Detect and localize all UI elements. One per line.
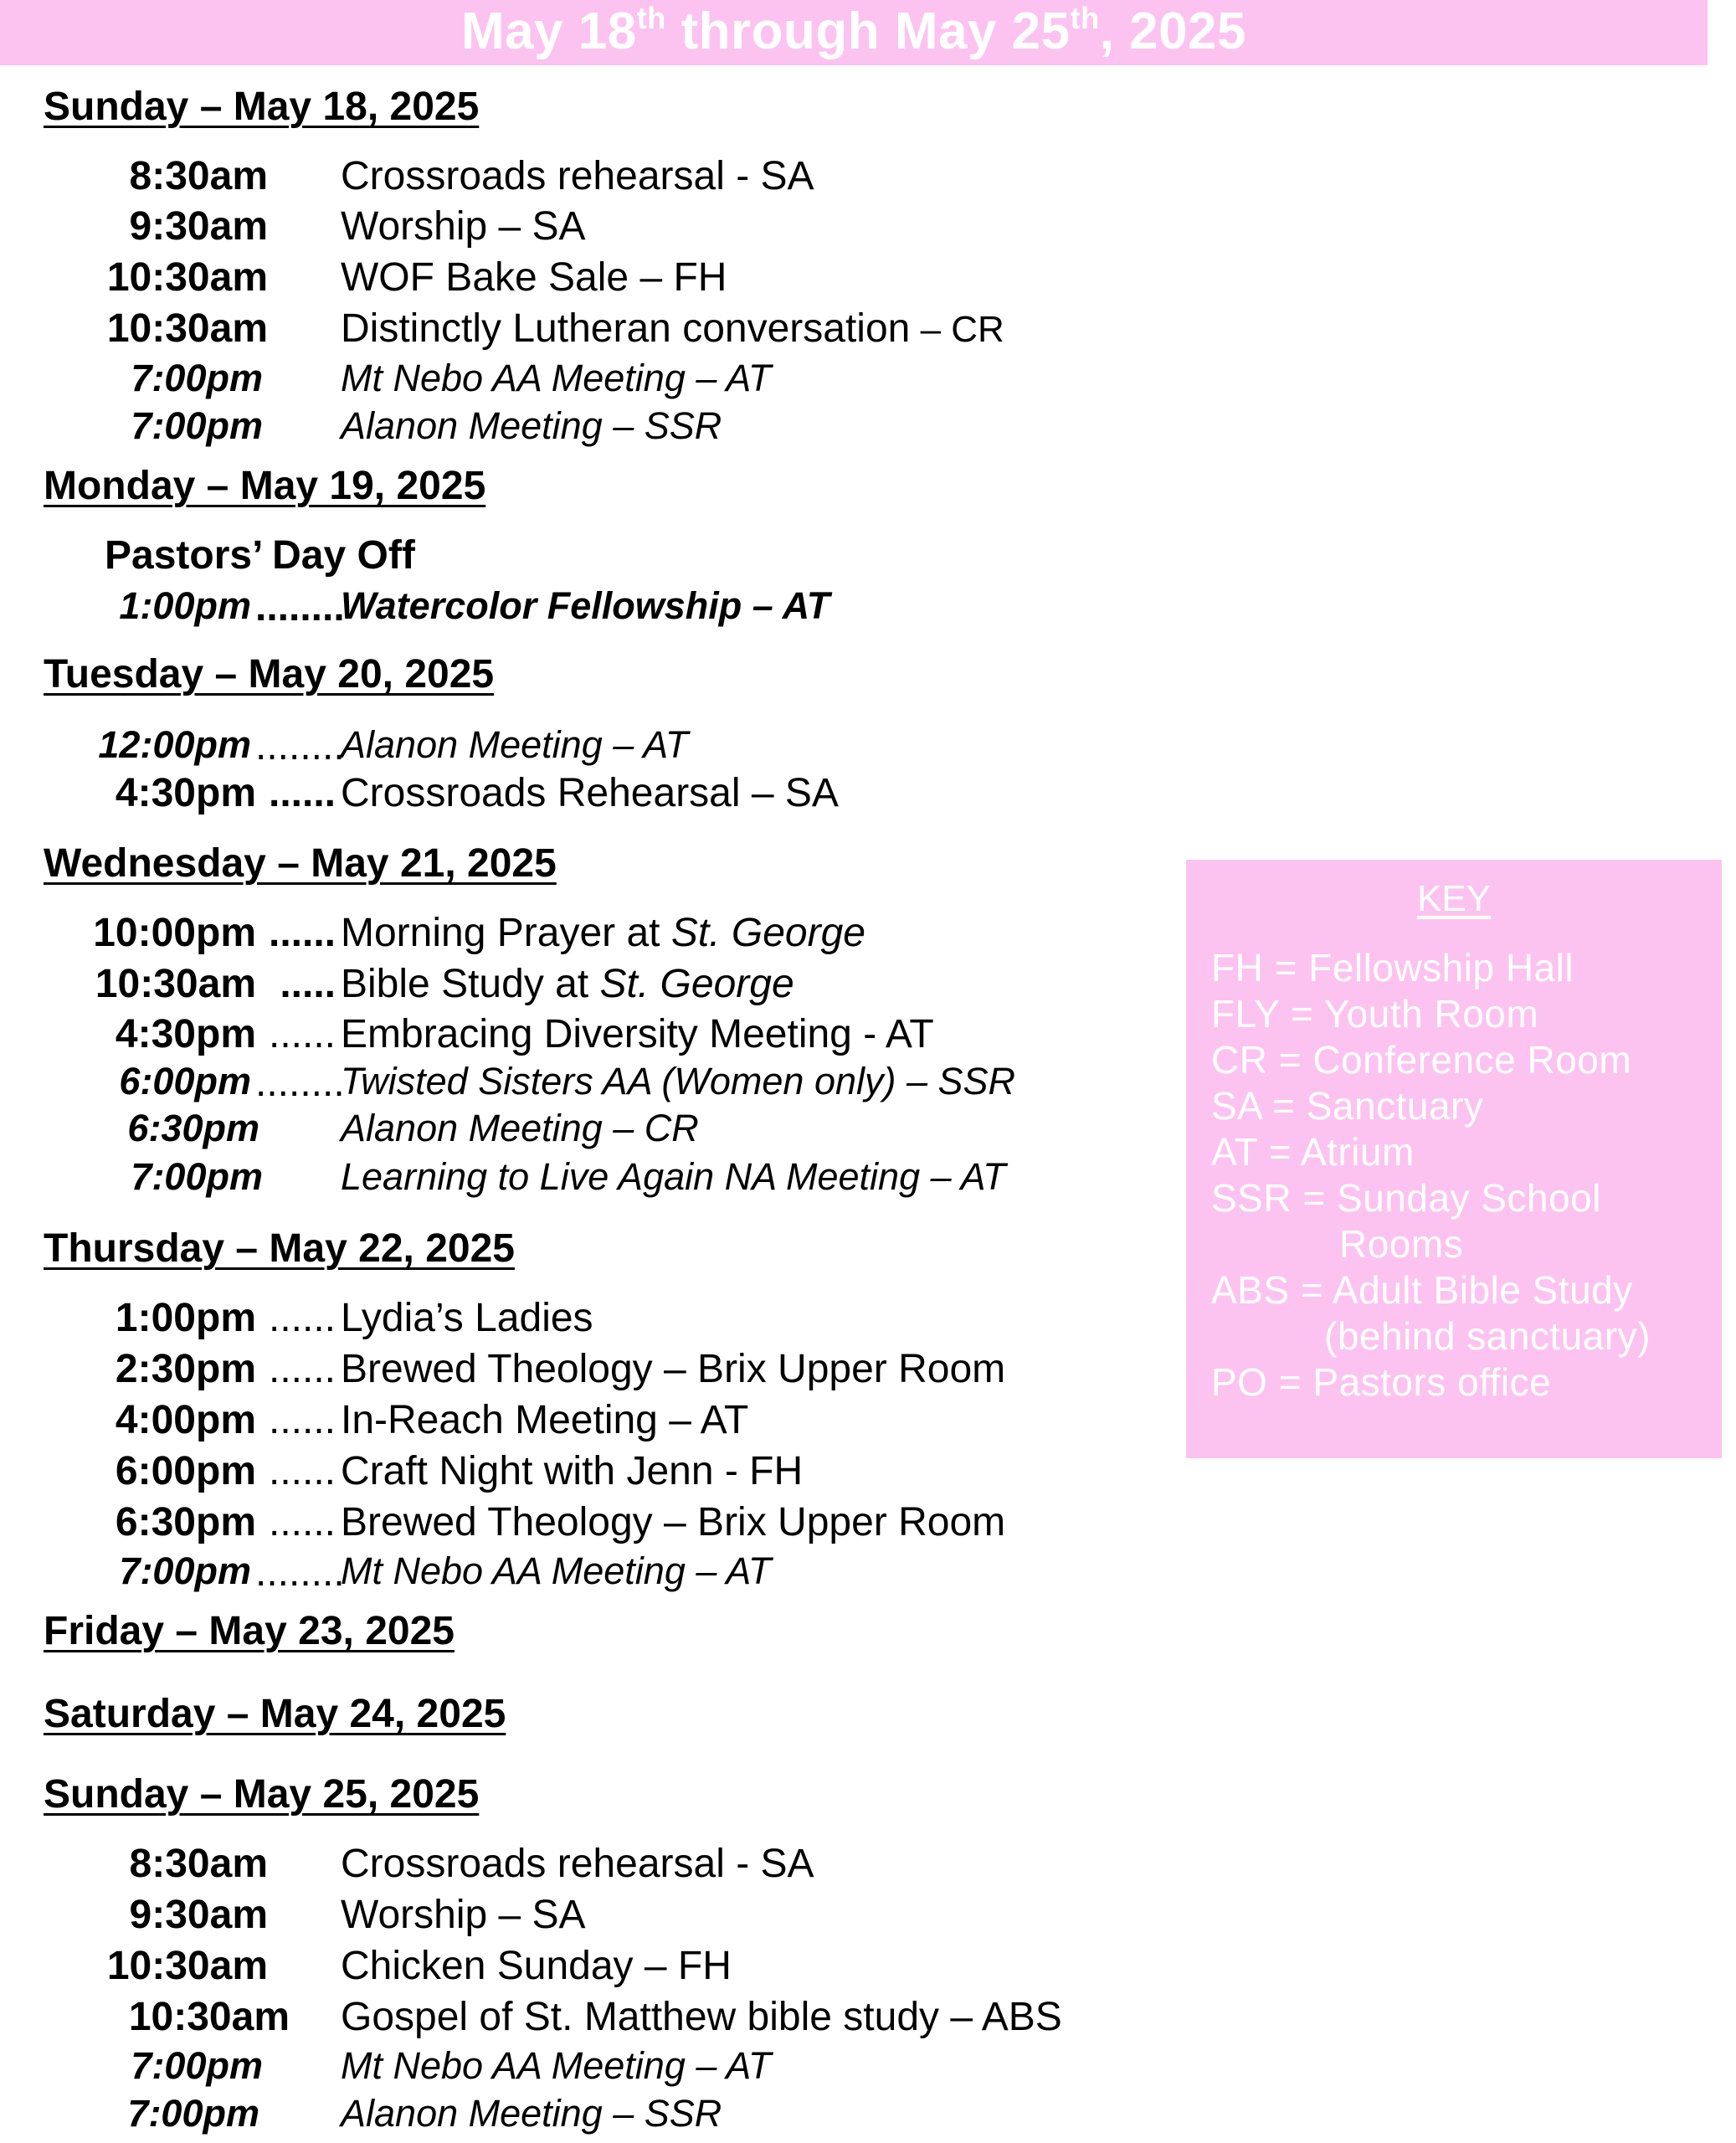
event-leader-dots: ......: [268, 1296, 336, 1340]
event-desc-main: Bible Study at: [341, 962, 600, 1006]
event-time: 6:00pm: [119, 1060, 251, 1102]
banner-start: May 18: [460, 3, 637, 60]
event-time: 10:30am: [95, 962, 256, 1006]
key-entry: CR = Conference Room: [1211, 1038, 1632, 1082]
event-desc: Brewed Theology – Brix Upper Room: [341, 1347, 1006, 1391]
event-leader-dots: ......: [268, 1398, 336, 1442]
event-time: 7:00pm: [131, 2044, 263, 2087]
event-location: St. George: [599, 962, 794, 1006]
event-time: 7:00pm: [127, 2092, 259, 2135]
event-time: 1:00pm: [119, 584, 251, 627]
event-time: 4:30pm: [115, 771, 256, 815]
day-heading-friday-may-23: Friday – May 23, 2025: [44, 1609, 455, 1653]
event-leader-dots: ......: [268, 1347, 336, 1391]
key-entry: SA = Sanctuary: [1211, 1084, 1484, 1128]
key-entry-continued: Rooms: [1339, 1222, 1464, 1266]
event-time: 7:00pm: [119, 1549, 251, 1592]
event-time: 10:30am: [106, 1944, 268, 1988]
key-entry-continued: (behind sanctuary): [1324, 1314, 1651, 1358]
event-desc: WOF Bake Sale – FH: [341, 255, 727, 300]
event-leader-dots: ......: [268, 1012, 336, 1056]
event-time: 8:30am: [129, 1842, 268, 1886]
event-leader-dots: ........: [255, 1550, 345, 1595]
key-entry: FLY = Youth Room: [1211, 992, 1539, 1036]
event-leader-dots: ........: [255, 1061, 345, 1105]
event-time: 2:30pm: [115, 1347, 256, 1391]
key-legend-box: [1186, 860, 1722, 1458]
event-time: 12:00pm: [98, 723, 251, 766]
event-time: 6:30pm: [127, 1107, 259, 1149]
banner-through: through May 25: [665, 3, 1071, 60]
event-time: 7:00pm: [131, 1155, 263, 1198]
event-time: 10:30am: [128, 1995, 290, 2039]
day-heading-monday-may-19: Monday – May 19, 2025: [44, 464, 486, 508]
day-heading-wednesday-may-21: Wednesday – May 21, 2025: [44, 841, 557, 886]
key-title: KEY: [1416, 878, 1492, 919]
day-heading-sunday-may-25: Sunday – May 25, 2025: [44, 1772, 480, 1817]
event-leader-dots: ........: [255, 724, 345, 768]
event-time: 4:30pm: [115, 1012, 256, 1056]
event-desc: Chicken Sunday – FH: [341, 1944, 732, 1988]
day-note: Pastors’ Day Off: [105, 533, 415, 578]
event-desc: Mt Nebo AA Meeting – AT: [341, 357, 772, 399]
event-desc: Alanon Meeting – SSR: [341, 404, 722, 447]
event-desc: Crossroads Rehearsal – SA: [341, 771, 839, 815]
event-time: 4:00pm: [115, 1398, 256, 1442]
event-desc-main: Gospel of St. Matthew bible study: [341, 1995, 940, 2039]
event-desc: [341, 961, 794, 1007]
event-leader-dots: ......: [268, 771, 336, 815]
event-leader-dots: ........: [255, 585, 345, 630]
event-desc: [341, 1994, 1062, 2040]
event-desc-main: Distinctly Lutheran conversation: [341, 306, 911, 351]
key-entry: AT = Atrium: [1211, 1130, 1415, 1174]
event-desc: Alanon Meeting – AT: [341, 723, 689, 766]
event-desc: Alanon Meeting – SSR: [341, 2092, 722, 2135]
event-time: 6:30pm: [115, 1500, 256, 1544]
day-heading-tuesday-may-20: Tuesday – May 20, 2025: [44, 652, 495, 696]
event-room: – ABS: [939, 1995, 1062, 2039]
event-desc: Twisted Sisters AA (Women only) – SSR: [341, 1060, 1016, 1102]
banner-year: , 2025: [1099, 3, 1247, 60]
event-desc: Crossroads rehearsal - SA: [341, 1842, 814, 1886]
event-time: 10:00pm: [93, 911, 256, 955]
event-time: 8:30am: [129, 154, 268, 198]
key-entry: SSR = Sunday School: [1211, 1176, 1601, 1220]
day-heading-saturday-may-24: Saturday – May 24, 2025: [44, 1692, 506, 1736]
key-entry: ABS = Adult Bible Study: [1211, 1268, 1633, 1312]
key-entry: PO = Pastors office: [1211, 1360, 1552, 1404]
event-desc: Worship – SA: [341, 204, 586, 249]
event-leader-dots: ......: [268, 1500, 336, 1544]
event-location: St. George: [670, 911, 865, 955]
event-time: 6:00pm: [115, 1449, 256, 1493]
event-desc: Worship – SA: [341, 1893, 586, 1937]
key-entry: FH = Fellowship Hall: [1211, 946, 1574, 989]
event-desc: In-Reach Meeting – AT: [341, 1398, 749, 1442]
event-time: 9:30am: [129, 1893, 268, 1937]
event-desc: Learning to Live Again NA Meeting – AT: [341, 1155, 1006, 1198]
event-time: 9:30am: [129, 204, 268, 249]
page-banner: [0, 0, 1708, 65]
event-time: 7:00pm: [131, 404, 263, 447]
event-leader-dots: .....: [280, 962, 336, 1006]
banner-start-sup: th: [636, 1, 666, 35]
event-leader-dots: ......: [268, 1449, 336, 1493]
event-desc: Mt Nebo AA Meeting – AT: [341, 1549, 772, 1592]
day-heading-sunday-may-18: Sunday – May 18, 2025: [44, 85, 480, 129]
event-desc: Craft Night with Jenn - FH: [341, 1449, 804, 1493]
event-desc: Watercolor Fellowship – AT: [341, 584, 830, 627]
event-time: 10:30am: [106, 255, 268, 300]
event-desc: Embracing Diversity Meeting - AT: [341, 1012, 934, 1056]
event-desc: [341, 306, 1004, 352]
event-desc-main: Morning Prayer at: [341, 911, 671, 955]
event-desc: Brewed Theology – Brix Upper Room: [341, 1500, 1006, 1544]
day-heading-thursday-may-22: Thursday – May 22, 2025: [44, 1226, 515, 1271]
event-time: 10:30am: [106, 306, 268, 351]
event-desc: Lydia’s Ladies: [341, 1296, 593, 1340]
event-desc: Crossroads rehearsal - SA: [341, 154, 814, 198]
event-leader-dots: ......: [268, 911, 336, 955]
event-time: 7:00pm: [131, 357, 263, 399]
banner-end-sup: th: [1070, 1, 1100, 35]
event-desc: Alanon Meeting – CR: [341, 1107, 699, 1149]
event-desc: [341, 910, 865, 956]
event-desc: Mt Nebo AA Meeting – AT: [341, 2044, 772, 2087]
event-room: – CR: [910, 309, 1004, 350]
event-time: 1:00pm: [115, 1296, 256, 1340]
